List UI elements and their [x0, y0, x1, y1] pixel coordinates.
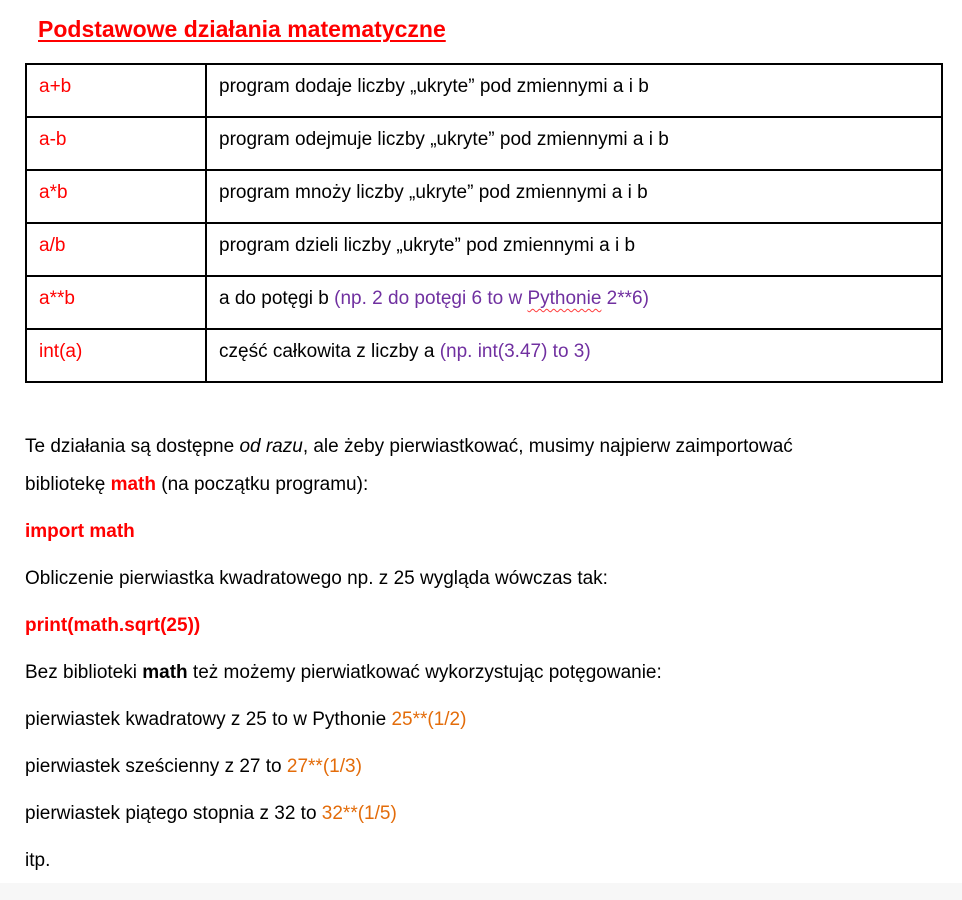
paragraph-intro	[25, 428, 943, 504]
description-text: program odejmuje liczby „ukryte” pod zmiennymi a i b	[219, 129, 669, 150]
page-bottom-edge	[0, 883, 962, 900]
paragraph-text: (na początku programu):	[155, 474, 369, 495]
example-note: (np. int(3.47) to 3)	[439, 341, 591, 362]
operations-table	[25, 63, 943, 383]
description-text: a do potęgi b	[219, 288, 335, 309]
highlighted-keyword: math	[110, 474, 156, 495]
table-row	[26, 117, 942, 170]
paragraph-text: Bez biblioteki	[25, 662, 143, 683]
description-cell	[206, 117, 942, 170]
operation-cell	[26, 117, 206, 170]
paragraph-text: też możemy pierwiatkować wykorzystując potęgowanie:	[187, 662, 662, 683]
operation-cell	[26, 223, 206, 276]
table-row	[26, 329, 942, 382]
bold-keyword: math	[142, 662, 188, 683]
example-fifth-root	[25, 795, 943, 833]
operation-code: a**b	[39, 288, 75, 309]
description-cell	[206, 329, 942, 382]
example-note: 2**6)	[601, 288, 649, 309]
operation-cell	[26, 276, 206, 329]
description-cell	[206, 223, 942, 276]
operation-cell	[26, 64, 206, 117]
operation-code: a+b	[39, 76, 72, 97]
paragraph-sqrt-intro: Obliczenie pierwiastka kwadratowego np. z 25 wygląda wówczas tak:	[25, 568, 608, 589]
table-row	[26, 276, 942, 329]
operation-code: a/b	[39, 235, 66, 256]
operation-cell	[26, 170, 206, 223]
table-row	[26, 170, 942, 223]
paragraph-text: Te działania są dostępne	[25, 436, 240, 457]
description-text: program mnoży liczby „ukryte” pod zmiennymi a i b	[219, 182, 648, 203]
example-cube-root	[25, 748, 943, 786]
table-row	[26, 64, 942, 117]
operation-code: a*b	[39, 182, 68, 203]
body-text	[25, 428, 943, 880]
table-row	[26, 223, 942, 276]
example-expression: 25**(1/2)	[391, 709, 467, 730]
description-cell	[206, 276, 942, 329]
description-cell	[206, 64, 942, 117]
example-text: pierwiastek sześcienny z 27 to	[25, 756, 287, 777]
example-expression: 32**(1/5)	[321, 803, 397, 824]
paragraph-text: , ale żeby pierwiastkować, musimy najpierw zaimportować	[302, 436, 793, 457]
example-text: pierwiastek piątego stopnia z 32 to	[25, 803, 322, 824]
operation-code: int(a)	[39, 341, 83, 362]
paragraph-etc: itp.	[25, 850, 51, 871]
code-print-statement: print(math.sqrt(25))	[25, 615, 201, 636]
description-text: część całkowita z liczby a	[219, 341, 440, 362]
example-square-root	[25, 701, 943, 739]
paragraph-without-math	[25, 654, 943, 692]
example-expression: 27**(1/3)	[286, 756, 362, 777]
page-title: Podstawowe działania matematyczne	[38, 16, 446, 42]
italic-phrase: od razu	[239, 436, 303, 457]
operation-code: a-b	[39, 129, 67, 150]
description-cell	[206, 170, 942, 223]
example-text: pierwiastek kwadratowy z 25 to w Pythonie	[25, 709, 392, 730]
example-note: (np. 2 do potęgi 6 to w	[334, 288, 528, 309]
spellcheck-underlined-word: Pythonie	[527, 288, 602, 309]
description-text: program dodaje liczby „ukryte” pod zmiennymi a i b	[219, 76, 649, 97]
operation-cell	[26, 329, 206, 382]
paragraph-text: bibliotekę	[25, 474, 111, 495]
description-text: program dzieli liczby „ukryte” pod zmiennymi a i b	[219, 235, 636, 256]
code-import-statement: import math	[25, 521, 135, 542]
